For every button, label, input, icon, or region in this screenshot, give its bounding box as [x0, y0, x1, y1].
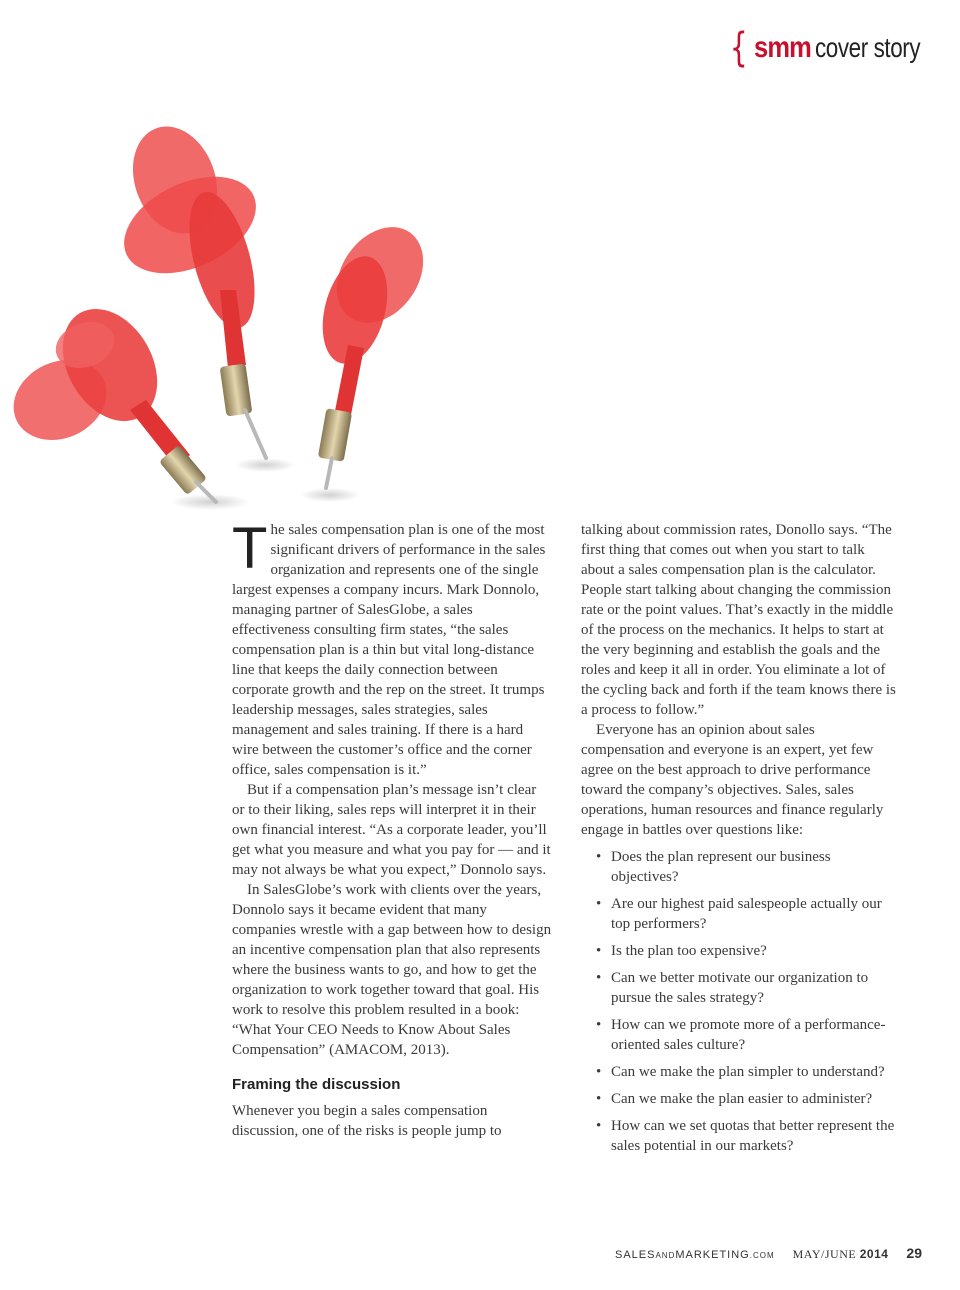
article-paragraph: Whenever you begin a sales compensation discussion, one of the risks is people jump to [232, 1103, 502, 1139]
list-item: • Can we make the plan easier to administer? [581, 1089, 901, 1109]
website-url: SALESANDMARKETING.COM [614, 1249, 775, 1261]
page-footer [615, 1245, 922, 1262]
issue-date: MAY/JUNE 2014 [792, 1247, 889, 1261]
section-title: cover story [814, 32, 920, 63]
lead-text: he sales compensation plan is one of the most significant drivers of performance in the sales organization and represents one of the single largest expenses a company incurs. Mark Donnolo, managing partner of SalesGlobe, a sales effectiveness consulting firm states, “the sales compensation plan is a thin but vital long-distance line that keeps the daily connection between corporate growth and the rep on the street. It trumps leadership messages, sales strategies, sales management and sales training. If there is a hard wire between the customer’s office and the corner office, sales compensation is it.” [232, 522, 546, 778]
page-number: 29 [906, 1245, 922, 1261]
article-paragraph: Everyone has an opinion about sales compensation and everyone is an expert, yet few agree on the best approach to drive performance toward the company’s objectives. Sales, sales operations, human resources and finance regularly engage in battles over questions like: [581, 722, 884, 838]
article-column-left [232, 516, 552, 1141]
article-paragraph [232, 516, 552, 780]
list-item: • Is the plan too expensive? [581, 941, 901, 961]
article-paragraph: In SalesGlobe’s work with clients over the years, Donnolo says it became evident that many companies wrestle with a gap between how to design an incentive compensation plan that also represents where the business wants to go, and how to get the organization to work together toward that goal. His work to resolve this problem resulted in a book: “What Your CEO Needs to Know About Sales Compensation” (AMACOM, 2013). [232, 882, 552, 1058]
article-column-right [581, 520, 901, 1163]
list-item: • Does the plan represent our business objectives? [581, 847, 901, 887]
dart-right [312, 211, 441, 488]
darts-illustration [0, 110, 470, 530]
list-item: • Can we better motivate our organization to pursue the sales strategy? [581, 968, 901, 1008]
magazine-brand: smm [753, 31, 811, 64]
article-paragraph: But if a compensation plan’s message isn’t clear or to their liking, sales reps will interpret it in their own financial interest. “As a corporate leader, you’ll get what you measure and what you pay for — and it may not always be what you expect,” Donnolo says. [232, 782, 551, 878]
dart-left [0, 292, 216, 502]
section-header [726, 25, 922, 71]
bracket-mark: { [729, 25, 748, 71]
article-paragraph: talking about commission rates, Donollo says. “The first thing that comes out when you start to talk about a sales compensation plan is the calculator. People start talking about changing the commission rate or the point values. That’s exactly in the middle of the process on the mechanics. It helps to start at the very beginning and establish the goals and the roles and keep it all in order. You eliminate a lot of the cycling back and forth if the team knows there is a process to follow.” [581, 522, 896, 718]
question-list [581, 847, 901, 1156]
list-item: • Can we make the plan simpler to understand? [581, 1062, 901, 1082]
list-item: • How can we promote more of a performance-oriented sales culture? [581, 1015, 901, 1055]
list-item: • How can we set quotas that better represent the sales potential in our markets? [581, 1116, 901, 1156]
drop-cap: T [232, 516, 268, 581]
subheading: Framing the discussion [232, 1076, 401, 1093]
list-item: • Are our highest paid salespeople actually our top performers? [581, 894, 901, 934]
